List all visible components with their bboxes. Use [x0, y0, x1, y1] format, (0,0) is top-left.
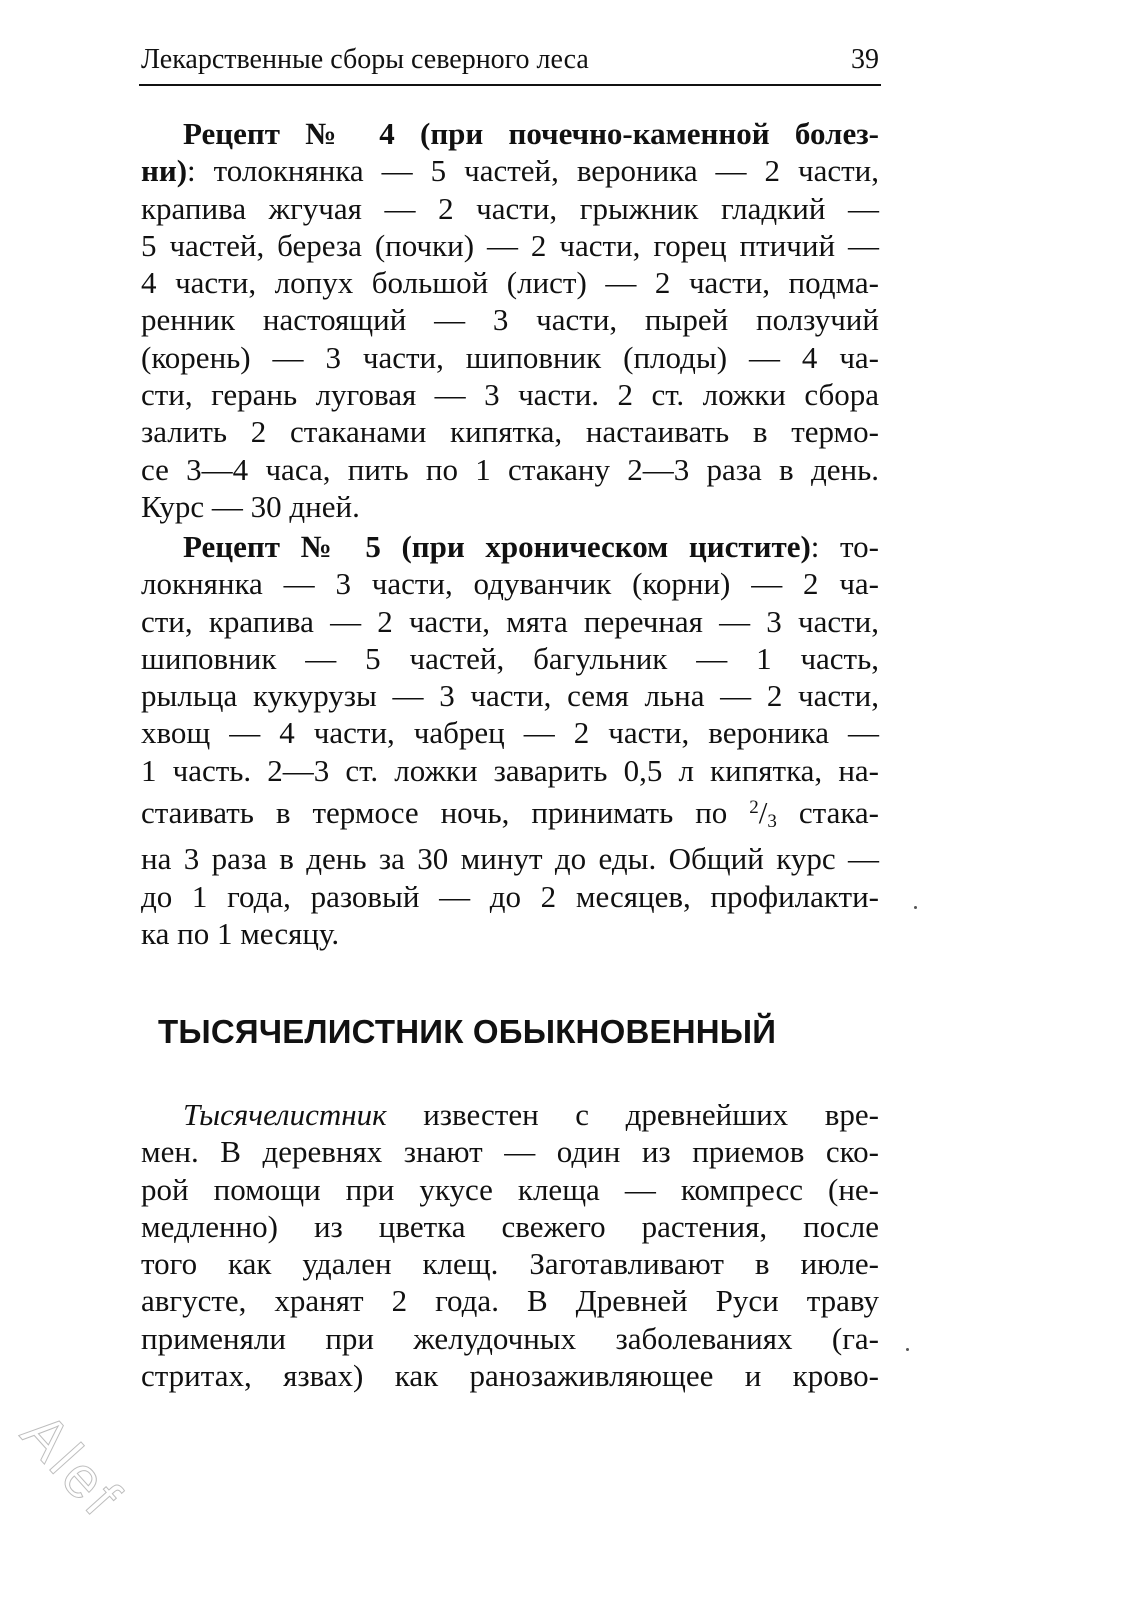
text-fragment: стака-: [776, 795, 879, 831]
recipe-4-title-end: ни): [141, 153, 188, 189]
text-line: мен. В деревнях знают — один из приемов ско-: [141, 1134, 879, 1170]
text-fragment: : то-: [810, 529, 880, 564]
fraction-denominator: 3: [767, 811, 777, 833]
text-line: [141, 1096, 879, 1133]
text-line: локнянка — 3 части, одуванчик (корни) — 2 ча-: [141, 566, 879, 602]
page-number: 39: [851, 44, 879, 75]
text-line: се 3—4 часа, пить по 1 стакану 2—3 раза в день.: [141, 451, 879, 487]
text-line: Курс — 30 дней.: [141, 488, 360, 524]
recipe-5-paragraph: [141, 528, 879, 952]
text-line: [141, 115, 879, 152]
text-line: сти, герань луговая — 3 части. 2 ст. ложки сбора: [141, 377, 879, 413]
running-header: [139, 40, 881, 86]
scan-speck: [914, 906, 917, 909]
text-line: сти, крапива — 2 части, мята перечная — 3 части,: [141, 603, 879, 639]
text-line: стритах, язвах) как ранозаживляющее и крово-: [141, 1358, 879, 1394]
fraction: $^2/_3$: [749, 795, 777, 833]
recipe-4-paragraph: [141, 115, 879, 525]
text-line: применяли при желудочных заболеваниях (га-: [141, 1320, 879, 1356]
text-line: ка по 1 месяцу.: [141, 915, 340, 951]
recipe-5-title: Рецепт № 5 (при хроническом цистите): [183, 529, 811, 564]
text-line: [141, 789, 879, 840]
text-fragment: стаивать в термосе ночь, принимать по: [141, 795, 750, 831]
scan-speck: [906, 1348, 909, 1351]
fraction-numerator: 2: [749, 797, 759, 819]
recipe-4-title: Рецепт № 4 (при почечно-каменной болез-: [183, 116, 879, 151]
text-line: ренник настоящий — 3 части, пырей ползучий: [141, 302, 879, 338]
text-line: хвощ — 4 части, чабрец — 2 части, вероника —: [141, 715, 879, 751]
text-line: 5 частей, береза (почки) — 2 части, горец птичий —: [141, 227, 879, 263]
text-fragment: известен с древнейших вре-: [386, 1097, 879, 1132]
text-line: августе, хранят 2 года. В Древней Руси траву: [141, 1283, 879, 1319]
text-line: залить 2 стаканами кипятка, настаивать в термо-: [141, 414, 879, 450]
text-line: до 1 года, разовый — до 2 месяцев, профилакти-: [141, 878, 879, 914]
yarrow-paragraph: [141, 1096, 879, 1394]
text-line: крапива жгучая — 2 части, грыжник гладкий —: [141, 190, 879, 226]
text-line: того как удален клещ. Заготавливают в июле-: [141, 1246, 879, 1282]
text-line: шиповник — 5 частей, багульник — 1 часть,: [141, 640, 879, 676]
text-line: 1 часть. 2—3 ст. ложки заварить 0,5 л кипятка, на-: [141, 752, 879, 788]
text-line: на 3 раза в день за 30 минут до еды. Общий курс —: [141, 841, 879, 877]
section-heading: ТЫСЯЧЕЛИСТНИК ОБЫКНОВЕННЫЙ: [158, 1013, 777, 1050]
italic-term: Тысячелистник: [183, 1097, 387, 1132]
text-line: [141, 528, 879, 565]
text-line: (корень) — 3 части, шиповник (плоды) — 4 ча-: [141, 339, 879, 375]
text-fragment: : толокнянка — 5 частей, вероника — 2 части,: [187, 153, 879, 189]
text-line: [141, 152, 879, 189]
text-line: рой помощи при укусе клеща — компресс (не-: [141, 1171, 879, 1207]
running-title: Лекарственные сборы северного леса: [141, 44, 589, 75]
watermark: Alef: [8, 1400, 135, 1531]
text-line: медленно) из цветка свежего растения, после: [141, 1208, 879, 1244]
text-line: рыльца кукурузы — 3 части, семя льна — 2 части,: [141, 678, 879, 714]
text-line: 4 части, лопух большой (лист) — 2 части, подма-: [141, 265, 879, 301]
